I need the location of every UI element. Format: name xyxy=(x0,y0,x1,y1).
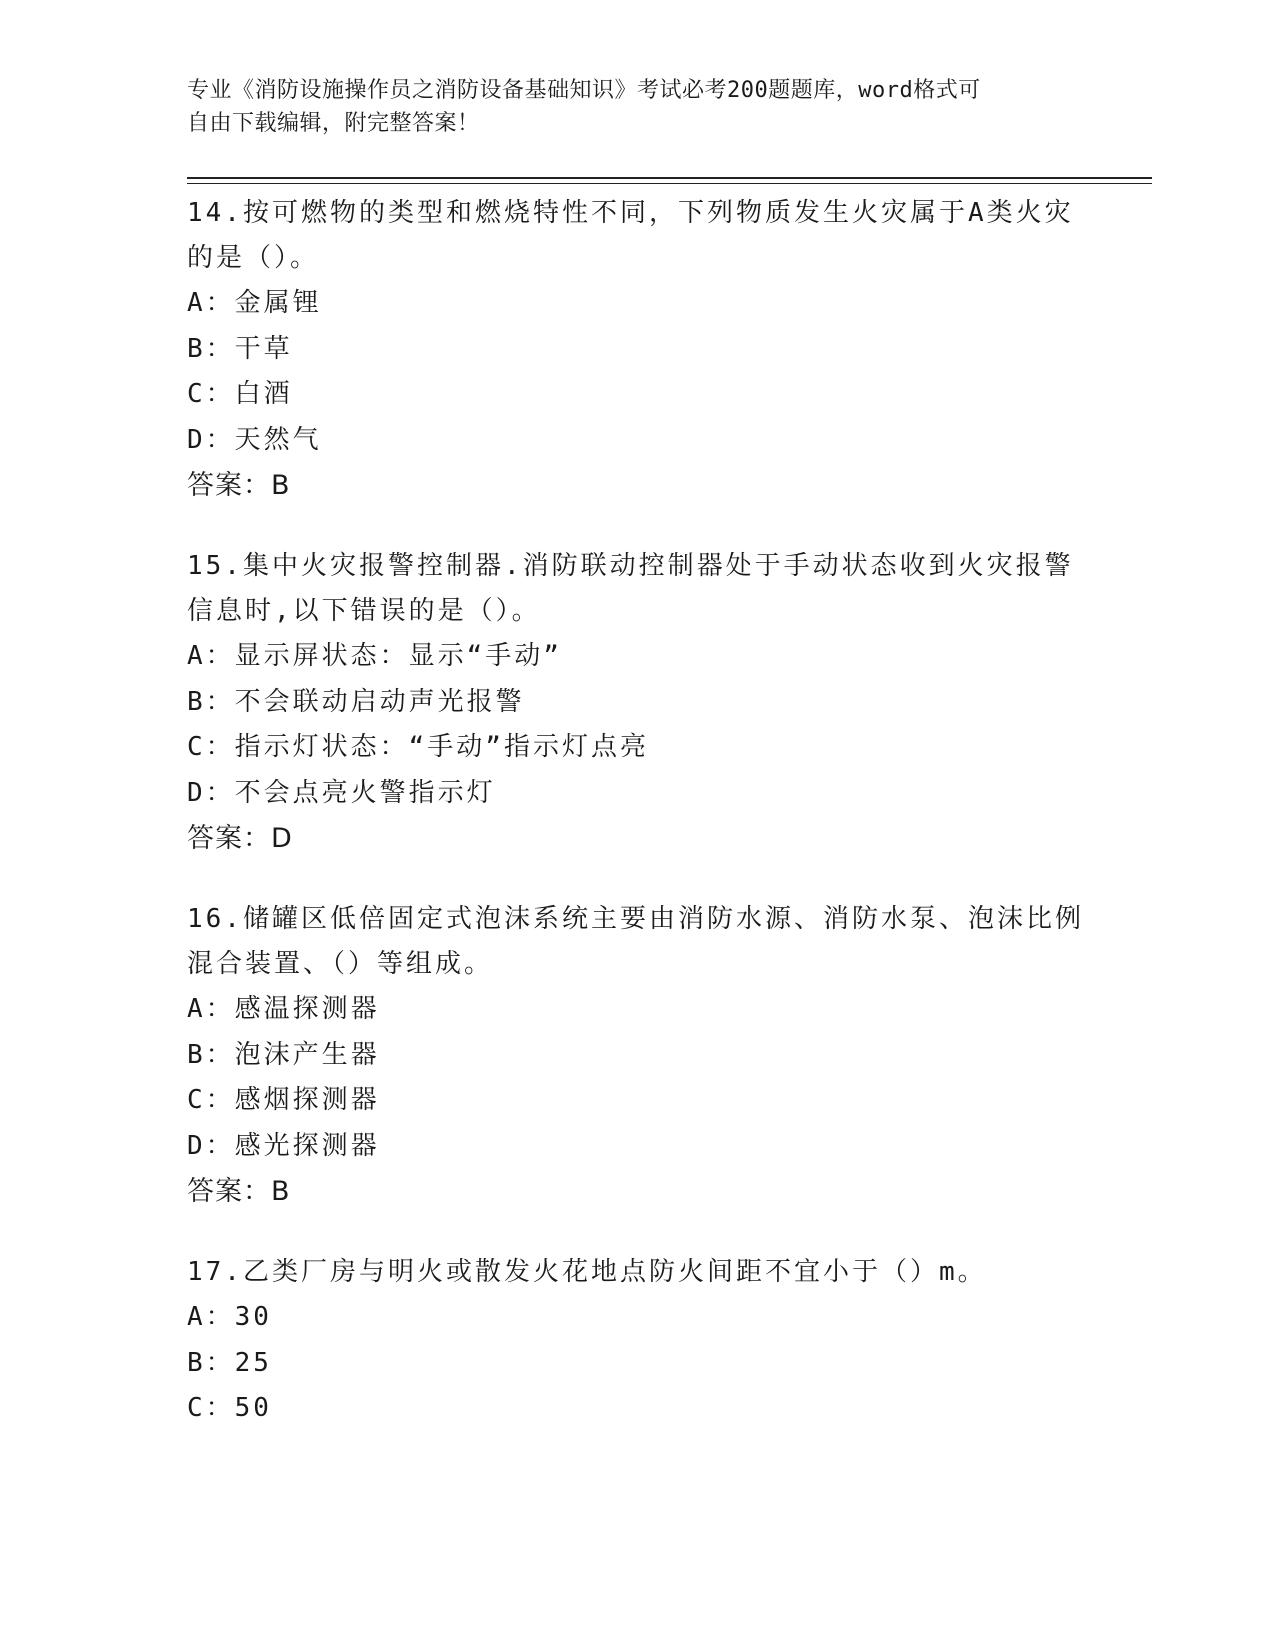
question-stem-line: 16.储罐区低倍固定式泡沫系统主要由消防水源、消防水泵、泡沫比例 xyxy=(187,904,1084,934)
question-list xyxy=(187,190,1087,1467)
option-b: B：泡沫产生器 xyxy=(187,1039,380,1070)
question-stem-line: 14.按可燃物的类型和燃烧特性不同，下列物质发生火灾属于A类火灾 xyxy=(187,198,1074,228)
question-stem-line: 15.集中火灾报警控制器.消防联动控制器处于手动状态收到火灾报警 xyxy=(187,551,1074,581)
header-line: 专业《消防设施操作员之消防设备基础知识》考试必考200题题库，word格式可 xyxy=(187,78,981,103)
answer: 答案：B xyxy=(187,470,291,501)
option-a: A：显示屏状态：显示“手动” xyxy=(187,641,562,671)
option-b: B：25 xyxy=(187,1347,272,1378)
option-a: A：金属锂 xyxy=(187,288,322,318)
header-line: 自由下载编辑，附完整答案！ xyxy=(187,111,480,136)
option-c: C：指示灯状态：“手动”指示灯点亮 xyxy=(187,732,649,762)
question-16 xyxy=(187,896,1087,1214)
question-stem xyxy=(187,543,1087,634)
question-stem-line: 信息时,以下错误的是（）。 xyxy=(187,596,541,626)
answer: 答案：B xyxy=(187,1176,291,1207)
question-stem xyxy=(187,896,1087,987)
option-c: C：感烟探测器 xyxy=(187,1085,380,1115)
option-c: C：白酒 xyxy=(187,379,293,409)
option-a: A：感温探测器 xyxy=(187,994,380,1024)
answer: 答案：D xyxy=(187,823,293,854)
question-15 xyxy=(187,543,1087,861)
question-stem-line: 的是（）。 xyxy=(187,243,320,273)
document-header xyxy=(187,74,1067,140)
option-d: D：感光探测器 xyxy=(187,1130,380,1161)
option-a: A：30 xyxy=(187,1302,272,1332)
option-b: B：干草 xyxy=(187,333,293,364)
question-stem xyxy=(187,190,1087,281)
question-stem xyxy=(187,1249,1087,1295)
option-d: D：天然气 xyxy=(187,424,322,455)
option-b: B：不会联动启动声光报警 xyxy=(187,686,525,717)
question-17 xyxy=(187,1249,1087,1432)
option-d: D：不会点亮火警指示灯 xyxy=(187,777,496,808)
question-stem-line: 17.乙类厂房与明火或散发火花地点防火间距不宜小于（）m。 xyxy=(187,1257,987,1287)
question-stem-line: 混合装置、（）等组成。 xyxy=(187,949,494,979)
option-c: C：50 xyxy=(187,1393,272,1423)
question-14 xyxy=(187,190,1087,508)
header-divider-thin xyxy=(187,183,1152,184)
header-divider-thick xyxy=(187,177,1152,179)
